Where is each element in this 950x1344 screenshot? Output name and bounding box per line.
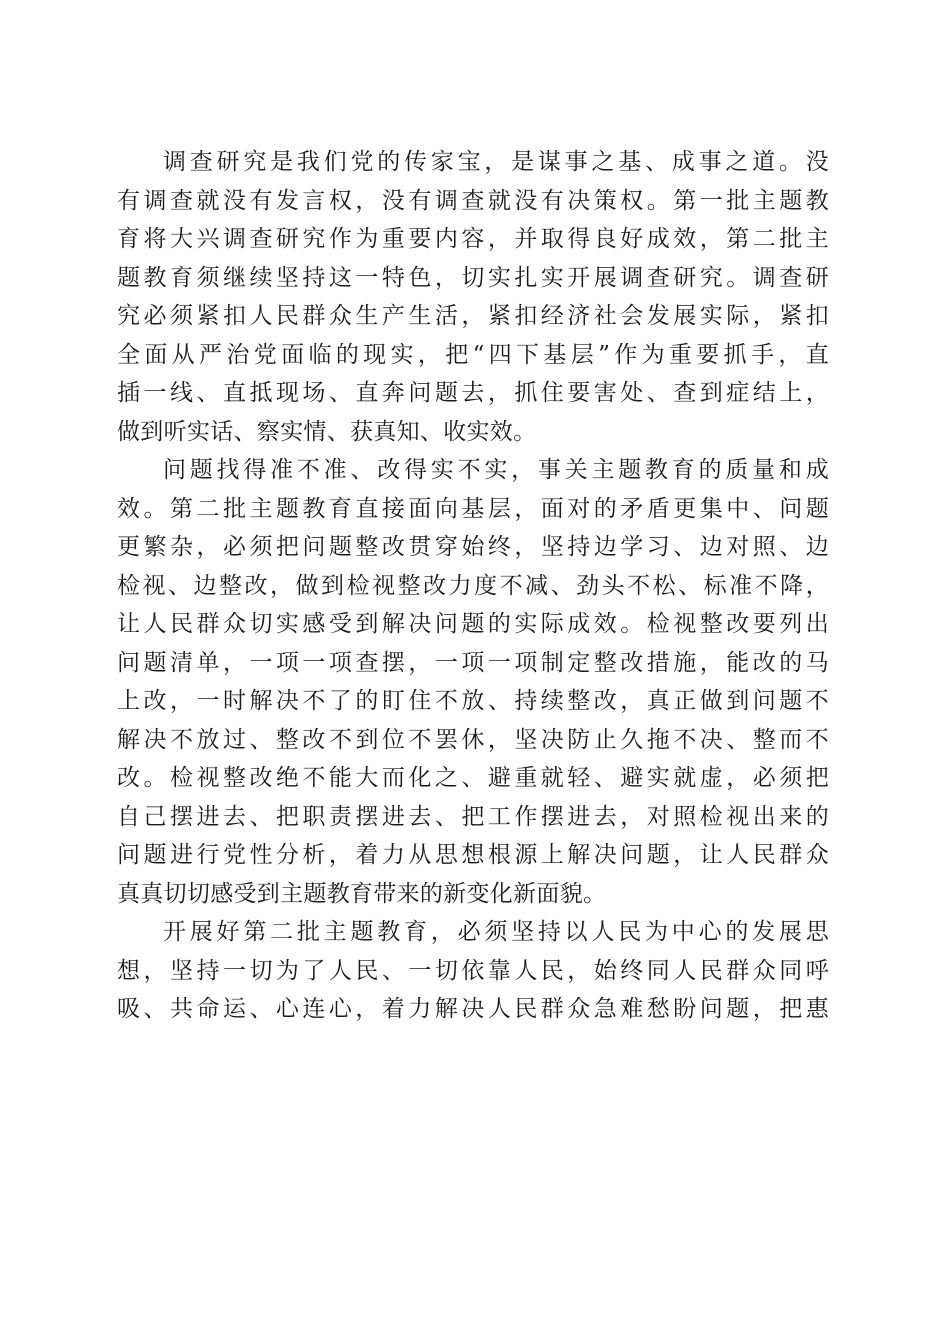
text-line: 真真切切感受到主题教育带来的新变化新面貌。 [117,880,607,907]
text-line: 更繁杂，必须把问题整改贯穿始终，坚持边学习、边对照、边 [117,534,829,560]
text-line: 问题找得准不准、改得实不实，事关主题教育的质量和成 [163,457,829,483]
text-line: 上改，一时解决不了的盯住不放、持续整改，真正做到问题不 [117,688,829,714]
text-line: 有调查就没有发言权，没有调查就没有决策权。第一批主题教 [117,187,829,214]
paragraph-1 [117,143,829,451]
text-line: 自己摆进去、把职责摆进去、把工作摆进去，对照检视出来的 [117,803,829,830]
text-line: 改。检视整改绝不能大而化之、避重就轻、避实就虚，必须把 [117,765,829,791]
text-line: 做到听实话、察实情、获真知、收实效。 [117,418,537,445]
paragraph-2 [117,451,829,913]
text-line: 解决不放过、整改不到位不罢休，坚决防止久拖不决、整而不 [117,726,829,753]
paragraph-3 [117,913,829,1029]
text-line: 问题清单，一项一项查摆，一项一项制定整改措施，能改的马 [117,649,829,676]
text-line: 调查研究是我们党的传家宝，是谋事之基、成事之道。没 [163,149,829,175]
text-line: 题教育须继续坚持这一特色，切实扎实开展调查研究。调查研 [117,264,829,291]
text-line: 检视、边整改，做到检视整改力度不减、劲头不松、标准不降， [117,572,829,599]
text-line: 让人民群众切实感受到解决问题的实际成效。检视整改要列出 [117,611,829,637]
text-line: 全面从严治党面临的现实，把“四下基层”作为重要抓手，直 [117,341,829,368]
text-line: 开展好第二批主题教育，必须坚持以人民为中心的发展思 [163,919,829,945]
text-line: 效。第二批主题教育直接面向基层，面对的矛盾更集中、问题 [117,495,829,522]
text-line: 问题进行党性分析，着力从思想根源上解决问题，让人民群众 [117,842,829,868]
text-line: 育将大兴调查研究作为重要内容，并取得良好成效，第二批主 [117,226,829,252]
text-line: 想，坚持一切为了人民、一切依靠人民，始终同人民群众同呼 [117,957,829,984]
text-line: 究必须紧扣人民群众生产生活，紧扣经济社会发展实际，紧扣 [117,303,829,329]
document-body [117,143,829,1029]
text-line: 插一线、直抵现场、直奔问题去，抓住要害处、查到症结上， [117,380,829,406]
text-line: 吸、共命运、心连心，着力解决人民群众急难愁盼问题，把惠 [117,996,829,1022]
